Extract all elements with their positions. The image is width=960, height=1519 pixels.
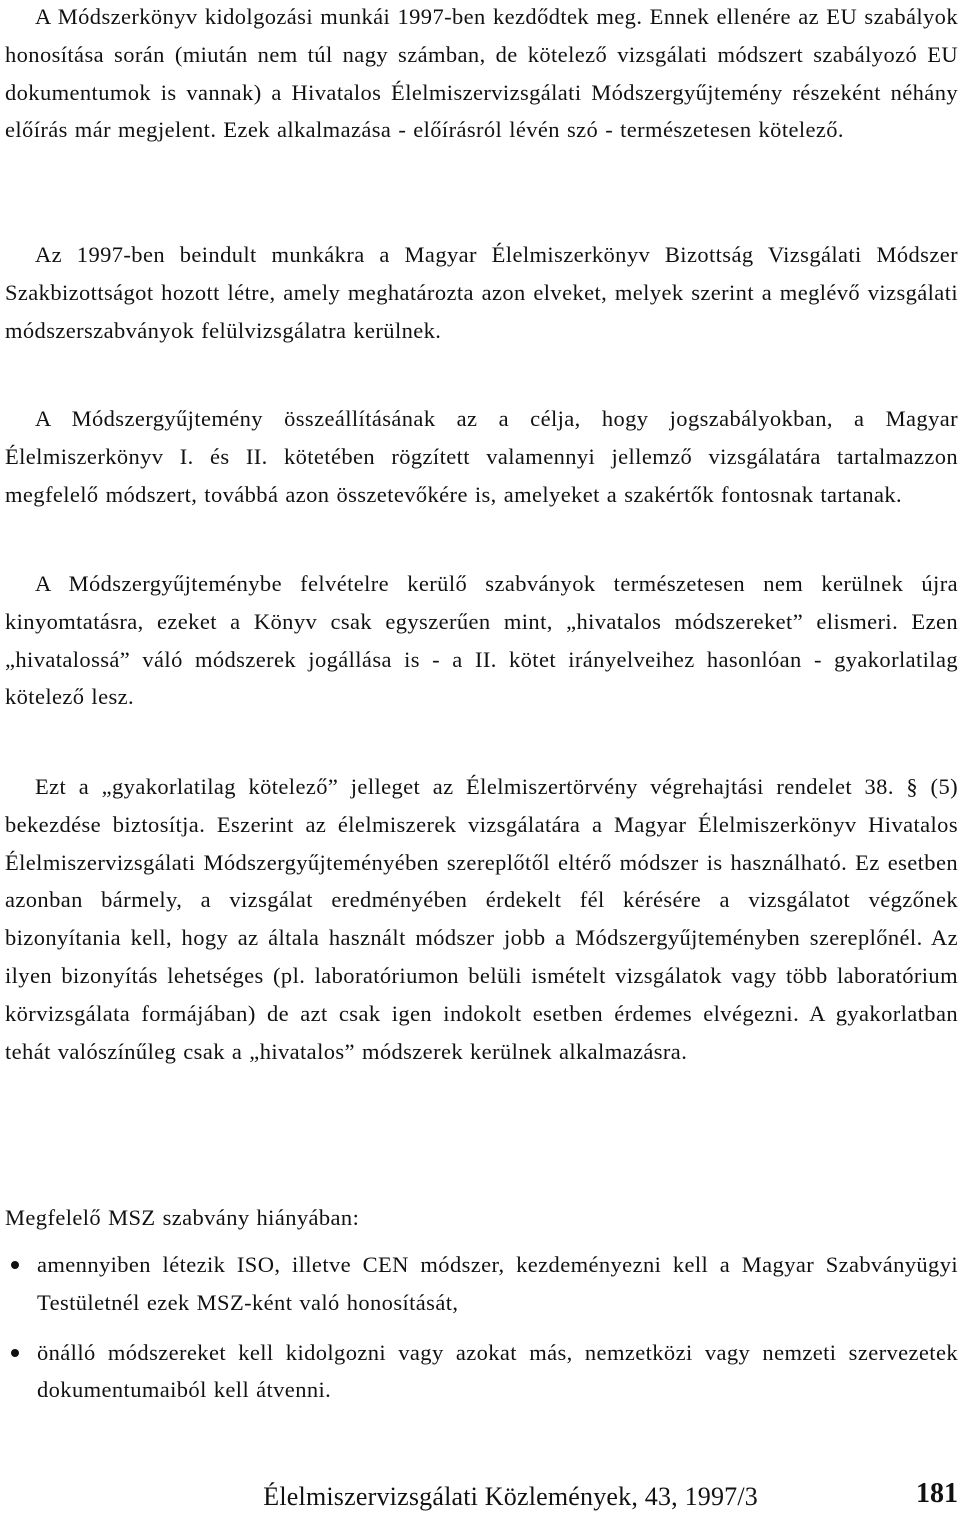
bullet-dot-icon bbox=[11, 1349, 19, 1357]
list-item bbox=[5, 1246, 958, 1322]
paragraph-lacking-standard: Megfelelő MSZ szabvány hiányában: bbox=[5, 1205, 360, 1230]
bullet-text: amennyiben létezik ISO, illetve CEN módszer, kezdeményezni kell a Magyar Szabványügyi Testületnél ezek MSZ-ként való honosítását, bbox=[37, 1252, 958, 1315]
paragraph-methods-book-start: A Módszerkönyv kidolgozási munkái 1997-ben kezdődtek meg. Ennek ellenére az EU szabályok honosítása során (miután nem túl nagy számban, de kötelező vizsgálati módszert szabályozó EU dokumentumok is vannak) a Hivatalos Élelmiszervizsgálati Módszergyűjtemény részeként néhány előírás már megjelent. Ezek alkalmazása - előírásról lévén szó - természetesen kötelező. bbox=[5, 4, 958, 143]
bullet-dot-icon bbox=[11, 1261, 19, 1269]
paragraph-official-methods: A Módszergyűjteménybe felvételre kerülő szabványok természetesen nem kerülnek újra kinyomtatásra, ezeket a Könyv csak egyszerűen mint, „hivatalos módszereket” elismeri. Ezen „hivatalossá” váló módszerek jogállása is - a II. kötet irányelveihez hasonlóan - gyakorlatilag kötelező lesz. bbox=[5, 571, 958, 710]
list-item bbox=[5, 1334, 958, 1410]
paragraph-legal-basis: Ezt a „gyakorlatilag kötelező” jelleget az Élelmiszertörvény végrehajtási rendelet 38. § (5) bekezdése biztosítja. Eszerint az élelmiszerek vizsgálatára a Magyar Élelmiszerkönyv Hivatalos Élelmiszervizsgálati Módszergyűjteményében szereplőtől eltérő módszer is használható. Ez esetben azonban bármely, a vizsgálat eredményében érdekelt fél kérésére a vizsgálatot végzőnek bizonyítania kell, hogy az általa használt módszer jobb a Módszergyűjteményben szereplőnél. Az ilyen bizonyítás lehetséges (pl. laboratóriumon belüli ismételt vizsgálatok vagy több laboratórium körvizsgálata formájában) de azt csak igen indokolt esetben érdemes elvégezni. A gyakorlatban tehát valószínűleg csak a „hivatalos” módszerek kerülnek alkalmazásra. bbox=[5, 774, 958, 1064]
paragraph-collection-goal: A Módszergyűjtemény összeállításának az a célja, hogy jogszabályokban, a Magyar Élelmiszerkönyv I. és II. kötetében rögzített valamennyi jellemző vizsgálatára tartalmazzon megfelelő módszert, továbbá azon összetevőkére is, amelyeket a szakértők fontosnak tartanak. bbox=[5, 406, 958, 507]
page-footer bbox=[5, 1478, 958, 1518]
bullet-list bbox=[5, 1246, 958, 1421]
bullet-text: önálló módszereket kell kidolgozni vagy azokat más, nemzetközi vagy nemzeti szervezetek dokumentumaiból kell átvenni. bbox=[37, 1339, 958, 1403]
page-number: 181 bbox=[916, 1478, 958, 1509]
paragraph-committee: Az 1997-ben beindult munkákra a Magyar Élelmiszerkönyv Bizottság Vizsgálati Módszer Szakbizottságot hozott létre, amely meghatározta azon elveket, melyek szerint a meglévő vizsgálati módszerszabványok felülvizsgálatra kerülnek. bbox=[5, 242, 958, 343]
journal-citation: Élelmiszervizsgálati Közlemények, 43, 1997/3 bbox=[263, 1482, 758, 1511]
